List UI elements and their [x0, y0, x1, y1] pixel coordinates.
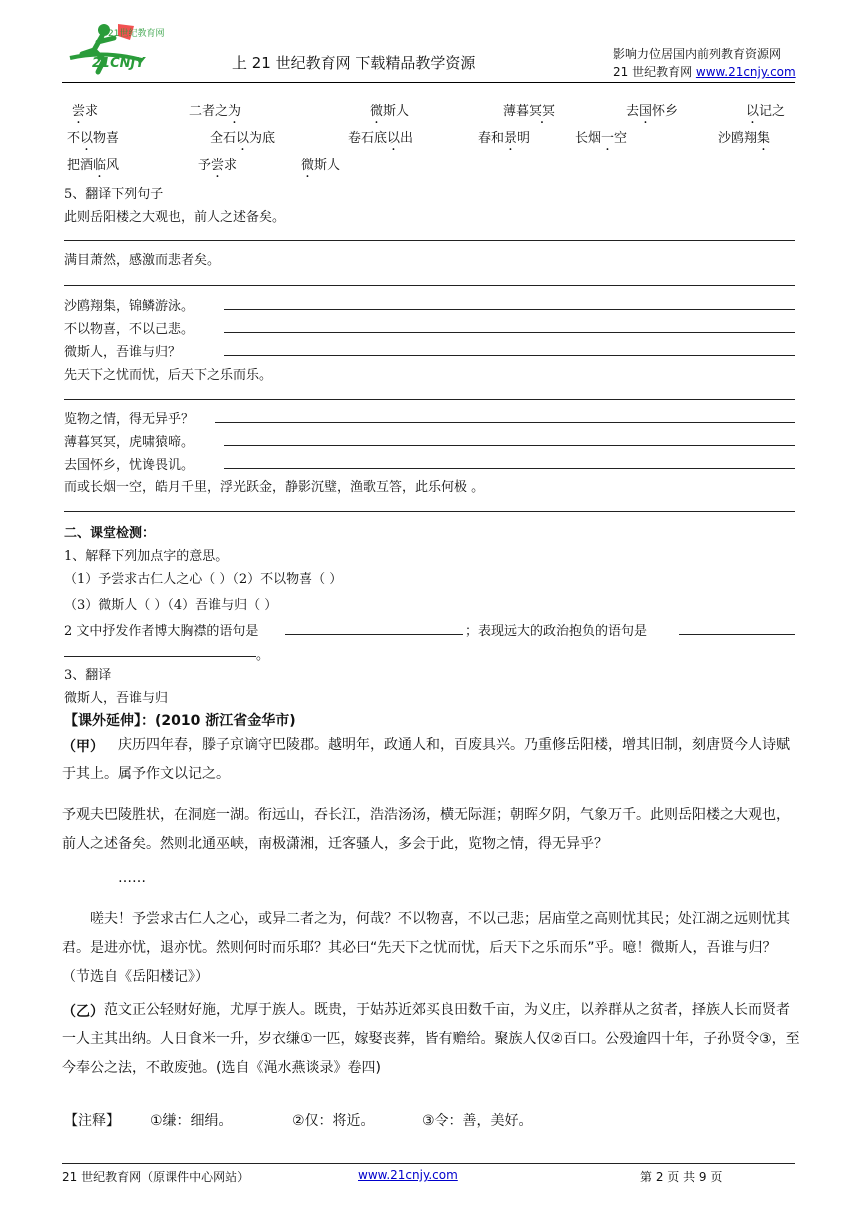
- word-item: 全石以为底: [210, 131, 276, 146]
- note-label: 【注释】: [64, 1113, 120, 1129]
- sentence-3: 沙鸥翔集，锦鳞游泳。: [64, 299, 195, 314]
- word-item: 不以物喜: [67, 131, 120, 146]
- yi-label: （乙）: [62, 1004, 104, 1020]
- word-item: 微斯人: [301, 158, 341, 173]
- sentence-1: 此则岳阳楼之大观也，前人之述备矣。: [64, 210, 286, 225]
- footer-left: 21 世纪教育网（原课件中心网站）: [62, 1170, 250, 1184]
- extension-heading: [64, 710, 296, 730]
- footer-site-link[interactable]: www.21cnjy.com: [358, 1168, 458, 1182]
- word-item: 去国怀乡: [626, 104, 679, 119]
- sentence-9: 去国怀乡，忧谗畏讥。: [64, 458, 195, 473]
- sentence-10: 而或长烟一空，皓月千里，浮光跃金，静影沉璧，渔歌互答，此乐何极 。: [64, 480, 485, 495]
- jia-label: （甲）: [62, 739, 104, 755]
- answer-line: [64, 240, 795, 241]
- word-item: 薄暮冥冥: [503, 104, 556, 119]
- sentence-8: 薄暮冥冥，虎啸猿啼。: [64, 435, 195, 450]
- yi-paragraph: 范文正公轻财好施，尤厚于族人。既贵，于姑苏近郊买良田数千亩，为义庄，以养群从之贫者，择族人长而贤者一人主其出纳。人日食米一升，岁衣缣①一匹，嫁娶丧葬，皆有赡给。聚族人仅②百口。公殁逾四十年，子孙贤令③，至今奉公之法，不敢废弛。(选自《渑水燕谈录》卷四): [62, 1002, 800, 1076]
- question-2b: ；表现远大的政治抱负的语句是: [465, 624, 648, 639]
- footer-rule: [62, 1163, 795, 1164]
- logo-text-top: 21世纪教育网: [108, 29, 165, 39]
- header-title: 上 21 世纪教育网 下载精品教学资源: [232, 54, 476, 72]
- header-right-line1: 影响力位居国内前列教育资源网: [613, 47, 782, 61]
- question-1: 1、解释下列加点字的意思。: [64, 549, 229, 564]
- answer-line: [679, 634, 795, 635]
- note-2: ②仅：将近。: [292, 1113, 375, 1129]
- answer-line: [224, 332, 795, 333]
- sentence-7: 览物之情，得无异乎？: [64, 412, 195, 427]
- note-1: ①缣：细绢。: [150, 1113, 233, 1129]
- logo-text-bottom: 21CNJY: [92, 56, 145, 71]
- extension-heading-bracket: 【课外延伸】: [64, 713, 141, 729]
- jia-paragraph-2: 予观夫巴陵胜状，在洞庭一湖。衔远山，吞长江，浩浩汤汤，横无际涯；朝晖夕阴，气象万千。此则岳阳楼之大观也，前人之述备矣。然则北通巫峡，南极潇湘，迁客骚人，多会于此，览物之情，得无异乎？: [62, 807, 790, 852]
- word-item: 春和景明: [478, 131, 531, 146]
- answer-line: [64, 285, 795, 286]
- word-item: 以记之: [746, 104, 786, 119]
- jia-paragraph-1: 庆历四年春，滕子京谪守巴陵郡。越明年，政通人和，百废具兴。乃重修岳阳楼，增其旧制，刻唐贤今人诗赋于其上。属予作文以记之。: [62, 737, 790, 782]
- question-3-sentence: 微斯人，吾谁与归: [64, 691, 169, 706]
- word-item: 把酒临风: [67, 158, 120, 173]
- answer-line: [215, 422, 795, 423]
- answer-line: [224, 445, 795, 446]
- answer-line: [224, 355, 795, 356]
- answer-line: [224, 309, 795, 310]
- header-right-prefix: 21 世纪教育网: [613, 65, 696, 79]
- word-item: 微斯人: [370, 104, 410, 119]
- header-site-link[interactable]: www.21cnjy.com: [695, 65, 796, 79]
- section-2-heading: 二、课堂检测：: [64, 526, 156, 541]
- footer-page-number: 第 2 页 共 9 页: [640, 1170, 723, 1184]
- word-item: 二者之为: [189, 104, 242, 119]
- question-1a: （1）予尝求古仁人之心（ ）（2）不以物喜（ ）: [64, 572, 343, 587]
- header-rule: [62, 82, 795, 83]
- question-1b: （3）微斯人（ ）（4）吾谁与归（ ）: [64, 598, 278, 613]
- ellipsis: ……: [118, 870, 146, 886]
- answer-line: [285, 634, 463, 635]
- sentence-6: 先天下之忧而忧，后天下之乐而乐。: [64, 368, 273, 383]
- word-item: 卷石底以出: [348, 131, 414, 146]
- sentence-2: 满目萧然，感激而悲者矣。: [64, 253, 221, 268]
- answer-line: [224, 468, 795, 469]
- word-item: 予尝求: [198, 158, 238, 173]
- answer-line: [64, 511, 795, 512]
- sentence-5: 微斯人，吾谁与归？: [64, 345, 182, 360]
- word-item: 长烟一空: [575, 131, 628, 146]
- answer-line: [64, 656, 256, 657]
- header-right-line2: [613, 63, 796, 80]
- question-3: 3、翻译: [64, 668, 112, 683]
- sentence-4: 不以物喜，不以己悲。: [64, 322, 195, 337]
- question-2-end: 。: [256, 648, 270, 663]
- jia-paragraph-3: 嗟夫！予尝求古仁人之心，或异二者之为，何哉？不以物喜，不以己悲；居庙堂之高则忧其民；处江湖之远则忧其君。是进亦忧，退亦忧。然则何时而乐耶？其必曰“先天下之忧而忧，后天下之乐而乐”乎。噫！微斯人，吾谁与归？（节选自《岳阳楼记》）: [62, 911, 790, 985]
- section-5-heading: 5、翻译下列句子: [64, 187, 164, 202]
- extension-heading-source: ：(2010 浙江省金华市): [141, 713, 296, 729]
- note-3: ③令：善，美好。: [422, 1113, 533, 1129]
- question-2a: 2 文中抒发作者博大胸襟的语句是: [64, 624, 259, 639]
- word-item: 尝求: [72, 104, 99, 119]
- answer-line: [64, 399, 795, 400]
- word-item: 沙鸥翔集: [718, 131, 771, 146]
